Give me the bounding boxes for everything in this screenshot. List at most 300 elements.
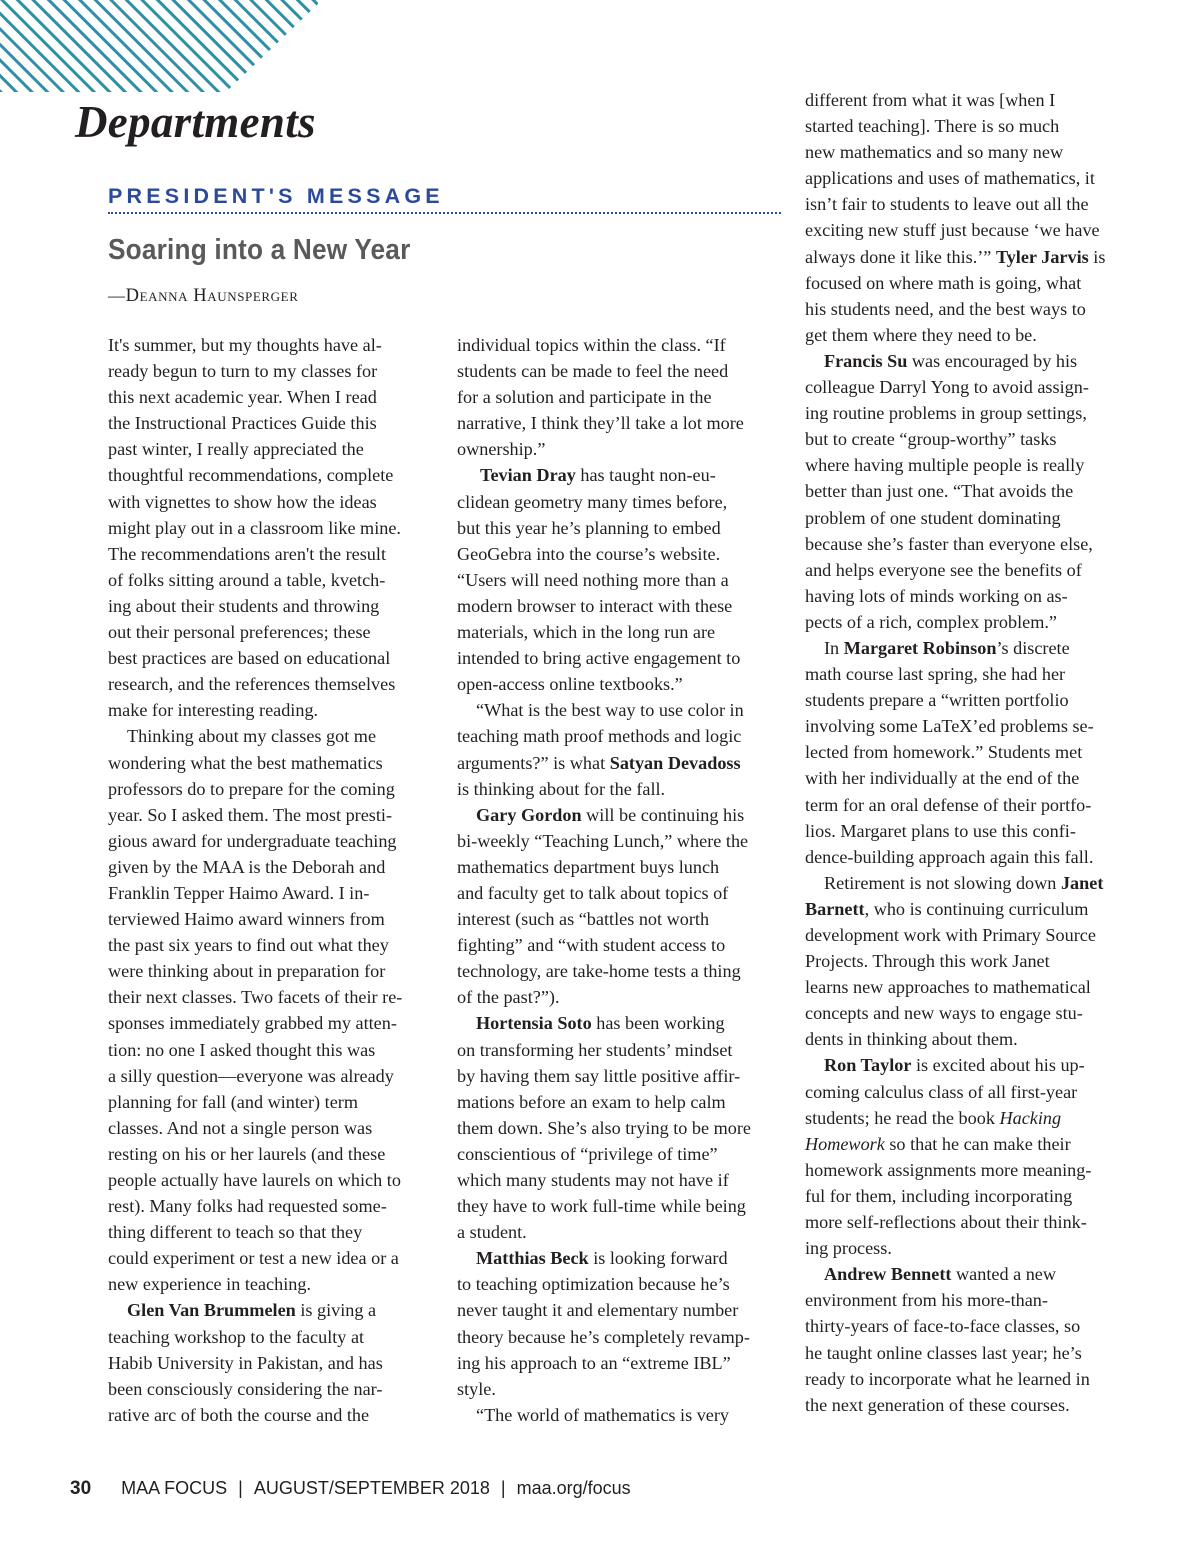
text-line — [805, 948, 1135, 974]
article-column-1 — [108, 332, 436, 1428]
text-line — [108, 567, 436, 593]
text-line — [457, 828, 785, 854]
text-line — [457, 1193, 785, 1219]
text-segment: Franklin Tepper Haimo Award. I in- — [108, 882, 370, 903]
text-segment: , who is continuing curriculum — [864, 898, 1089, 919]
text-line — [457, 436, 785, 462]
text-line — [108, 723, 436, 749]
text-segment: rative arc of both the course and the — [108, 1404, 370, 1425]
text-line — [457, 593, 785, 619]
text-segment: development work with Primary Source — [805, 925, 1096, 945]
text-segment: of folks sitting around a table, kvetch- — [108, 569, 386, 590]
text-line — [457, 567, 785, 593]
text-line — [805, 1366, 1135, 1392]
text-line — [805, 296, 1135, 322]
text-line — [805, 922, 1135, 948]
text-line — [108, 1193, 436, 1219]
text-segment: wondering what the best mathematics — [108, 752, 383, 773]
text-segment: “What is the best way to use color in — [476, 700, 744, 721]
text-segment: Thinking about my classes got me — [127, 726, 377, 747]
text-line — [108, 1376, 436, 1402]
article-headline: Soaring into a New Year — [108, 234, 411, 266]
text-segment: wanted a new — [951, 1264, 1057, 1285]
text-segment: a student. — [457, 1222, 527, 1243]
text-line — [805, 818, 1135, 844]
text-segment: materials, which in the long run are — [457, 622, 716, 643]
text-line — [457, 1167, 785, 1193]
text-segment: the past six years to find out what they — [108, 935, 389, 956]
text-segment: where having multiple people is really — [805, 455, 1085, 476]
text-line — [108, 1350, 436, 1376]
footer-url[interactable]: maa.org/focus — [516, 1478, 631, 1498]
text-segment: with her individually at the end of the — [805, 768, 1080, 789]
text-line — [805, 583, 1135, 609]
text-line — [108, 1324, 436, 1350]
text-segment: is thinking about for the fall. — [457, 778, 666, 799]
text-line — [457, 776, 785, 802]
text-segment: out their personal preferences; these — [108, 622, 371, 643]
text-line — [108, 619, 436, 645]
text-segment: open-access online textbooks.” — [457, 674, 683, 695]
text-segment: teaching workshop to the faculty at — [108, 1326, 365, 1347]
publication-name: MAA FOCUS — [121, 1478, 228, 1498]
person-name: Matthias Beck — [476, 1248, 589, 1269]
section-title: Departments — [75, 97, 316, 147]
text-segment: could experiment or test a new idea or a — [108, 1248, 399, 1269]
text-line — [805, 635, 1135, 661]
text-segment: research, and the references themselves — [108, 674, 396, 695]
column-kicker: PRESIDENT'S MESSAGE — [108, 184, 444, 208]
text-segment: because she’s faster than everyone else, — [805, 533, 1093, 554]
text-segment: learns new approaches to mathematical — [805, 977, 1091, 998]
text-line — [108, 802, 436, 828]
text-line — [457, 854, 785, 880]
text-line — [108, 436, 436, 462]
text-line — [108, 515, 436, 541]
text-segment: but this year he’s planning to embed — [457, 517, 721, 538]
text-line — [457, 1141, 785, 1167]
text-line — [805, 348, 1135, 374]
text-segment: ownership.” — [457, 439, 546, 460]
article-column-3 — [805, 87, 1135, 1418]
text-line — [108, 1037, 436, 1063]
text-line — [805, 1287, 1135, 1313]
text-line — [805, 191, 1135, 217]
text-segment: the Instructional Practices Guide this — [108, 413, 377, 434]
text-segment: people actually have laurels on which to — [108, 1170, 401, 1190]
text-line — [805, 896, 1135, 922]
text-line — [805, 1261, 1135, 1287]
text-segment: students can be made to feel the need — [457, 361, 729, 382]
text-segment: has been working — [591, 1013, 725, 1034]
text-segment: has taught non-eu- — [575, 465, 716, 486]
text-segment: resting on his or her laurels (and these — [108, 1143, 386, 1164]
text-line — [457, 750, 785, 776]
text-segment: involving some LaTeX’ed problems se- — [805, 716, 1094, 737]
text-segment: best practices are based on educational — [108, 648, 391, 669]
text-line — [805, 870, 1135, 896]
text-line — [805, 713, 1135, 739]
text-segment: better than just one. “That avoids the — [805, 481, 1074, 502]
text-line — [108, 776, 436, 802]
person-name: Janet — [1060, 872, 1104, 893]
text-segment: started teaching]. There is so much — [805, 116, 1060, 137]
article-column-2 — [457, 332, 785, 1428]
text-line — [108, 1141, 436, 1167]
text-line — [457, 1010, 785, 1036]
text-segment: In — [824, 637, 844, 658]
person-name: Barnett — [805, 898, 865, 919]
text-line — [805, 1183, 1135, 1209]
text-line — [457, 358, 785, 384]
text-segment: terviewed Haimo award winners from — [108, 909, 385, 930]
text-line — [457, 1324, 785, 1350]
text-line — [805, 505, 1135, 531]
text-segment: It's summer, but my thoughts have al- — [108, 335, 382, 355]
text-segment: was encouraged by his — [907, 350, 1078, 371]
text-line — [805, 531, 1135, 557]
text-segment: more self-reflections about their think- — [805, 1212, 1087, 1233]
text-segment: lected from homework.” Students met — [805, 742, 1083, 763]
text-segment: for a solution and participate in the — [457, 387, 712, 408]
text-line — [805, 687, 1135, 713]
text-line — [108, 593, 436, 619]
text-line — [108, 358, 436, 384]
text-line — [108, 1219, 436, 1245]
text-segment: thing different to teach so that they — [108, 1222, 363, 1243]
dotted-rule-divider — [108, 212, 781, 214]
text-segment: them down. She’s also trying to be more — [457, 1117, 751, 1138]
text-segment: rest). Many folks had requested some- — [108, 1196, 387, 1217]
text-line — [805, 1131, 1135, 1157]
text-line — [108, 645, 436, 671]
text-line — [805, 1340, 1135, 1366]
text-line — [805, 139, 1135, 165]
text-segment: having lots of minds working on as- — [805, 585, 1068, 606]
text-segment: they have to work full-time while being — [457, 1196, 746, 1217]
text-line — [805, 1313, 1135, 1339]
text-segment: students; he read the book — [805, 1107, 1000, 1128]
byline-author: Deanna Haunsperger — [125, 286, 299, 306]
text-segment: Retirement is not slowing down — [824, 872, 1061, 893]
text-segment: by having them say little positive affir- — [457, 1065, 741, 1086]
text-line — [457, 906, 785, 932]
person-name: Tyler Jarvis — [995, 246, 1089, 267]
text-segment: conscientious of “privilege of time” — [457, 1143, 718, 1164]
text-line — [457, 1089, 785, 1115]
text-segment: thoughtful recommendations, complete — [108, 465, 394, 486]
text-segment: a silly question—everyone was already — [108, 1065, 394, 1086]
text-segment: ing process. — [805, 1238, 892, 1259]
text-line — [457, 1350, 785, 1376]
text-line — [805, 374, 1135, 400]
text-segment: he taught online classes last year; he’s — [805, 1342, 1082, 1363]
text-line — [805, 1235, 1135, 1261]
text-segment: ing his approach to an “extreme IBL” — [457, 1352, 731, 1373]
text-line — [457, 462, 785, 488]
text-segment: but to create “group-worthy” tasks — [805, 429, 1057, 450]
text-segment: this next academic year. When I read — [108, 387, 377, 408]
text-segment: clidean geometry many times before, — [457, 491, 728, 512]
text-segment: thirty-years of face-to-face classes, so — [805, 1316, 1081, 1337]
text-line — [457, 1037, 785, 1063]
text-line — [805, 478, 1135, 504]
text-line — [457, 1219, 785, 1245]
text-segment: is giving a — [295, 1300, 377, 1321]
text-segment: math course last spring, she had her — [805, 664, 1066, 685]
text-segment: of the past?”). — [457, 987, 560, 1008]
text-segment: been consciously considering the nar- — [108, 1378, 383, 1399]
text-line — [457, 1271, 785, 1297]
text-line — [805, 1157, 1135, 1183]
text-segment: might play out in a classroom like mine. — [108, 517, 401, 538]
text-line — [108, 984, 436, 1010]
text-line — [805, 113, 1135, 139]
text-segment: The recommendations aren't the result — [108, 543, 387, 564]
text-segment: “The world of mathematics is very — [476, 1404, 730, 1425]
text-segment: environment from his more-than- — [805, 1290, 1048, 1311]
text-segment: on transforming her students’ mindset — [457, 1039, 733, 1060]
text-line — [805, 661, 1135, 687]
text-segment: colleague Darryl Yong to avoid assign- — [805, 377, 1089, 398]
text-line — [108, 854, 436, 880]
byline — [108, 286, 299, 307]
text-segment: teaching math proof methods and logic — [457, 726, 742, 747]
text-line — [457, 541, 785, 567]
text-segment: tion: no one I asked thought this was — [108, 1039, 376, 1060]
text-line — [457, 671, 785, 697]
text-line — [108, 750, 436, 776]
text-segment: never taught it and elementary number — [457, 1300, 739, 1321]
text-segment: technology, are take-home tests a thing — [457, 961, 741, 982]
text-line — [457, 1063, 785, 1089]
text-segment: fighting” and “with student access to — [457, 935, 726, 956]
person-name: Francis Su — [824, 350, 908, 371]
text-segment: ful for them, including incorporating — [805, 1185, 1073, 1206]
person-name: Ron Taylor — [824, 1055, 912, 1076]
text-line — [805, 1079, 1135, 1105]
text-line — [457, 880, 785, 906]
text-line — [805, 400, 1135, 426]
text-segment: get them where they need to be. — [805, 324, 1037, 345]
text-segment: homework assignments more meaning- — [805, 1159, 1092, 1180]
text-line — [457, 410, 785, 436]
issue-date: AUGUST/SEPTEMBER 2018 — [253, 1478, 490, 1498]
text-line — [108, 462, 436, 488]
text-line — [108, 1167, 436, 1193]
text-line — [805, 270, 1135, 296]
text-segment: students prepare a “written portfolio — [805, 690, 1069, 711]
text-line — [457, 384, 785, 410]
text-line — [457, 489, 785, 515]
text-segment: gious award for undergraduate teaching — [108, 830, 397, 851]
text-line — [805, 609, 1135, 635]
text-segment: make for interesting reading. — [108, 700, 319, 721]
text-line — [457, 723, 785, 749]
book-title: Hacking — [999, 1107, 1062, 1128]
text-line — [457, 1297, 785, 1323]
text-line — [108, 1402, 436, 1428]
text-segment: his students need, and the best ways to — [805, 298, 1086, 319]
person-name: Gary Gordon — [476, 804, 582, 825]
text-segment: new experience in teaching. — [108, 1274, 311, 1295]
text-line — [108, 1245, 436, 1271]
text-line — [805, 557, 1135, 583]
text-segment: coming calculus class of all first-year — [805, 1081, 1078, 1102]
text-line — [108, 1297, 436, 1323]
hatch-pattern-decoration — [0, 0, 318, 92]
text-line — [108, 671, 436, 697]
text-segment: problem of one student dominating — [805, 507, 1061, 528]
text-segment: interest (such as “battles not worth — [457, 909, 710, 930]
byline-dash: — — [108, 286, 126, 305]
text-line — [457, 515, 785, 541]
text-line — [805, 1209, 1135, 1235]
text-segment: Habib University in Pakistan, and has — [108, 1352, 383, 1373]
text-segment: “Users will need nothing more than a — [457, 569, 729, 590]
text-segment: is excited about his up- — [911, 1055, 1085, 1076]
text-line — [457, 1402, 785, 1428]
text-line — [457, 958, 785, 984]
text-line — [108, 1271, 436, 1297]
text-segment: ing about their students and throwing — [108, 595, 380, 616]
text-line — [805, 1392, 1135, 1418]
text-line — [805, 322, 1135, 348]
text-line — [805, 765, 1135, 791]
text-segment: past winter, I really appreciated the — [108, 439, 364, 460]
text-line — [805, 974, 1135, 1000]
text-segment: GeoGebra into the course’s website. — [457, 543, 721, 564]
text-line — [108, 932, 436, 958]
text-segment: applications and uses of mathematics, it — [805, 168, 1095, 189]
text-line — [108, 332, 436, 358]
text-segment: individual topics within the class. “If — [457, 335, 726, 355]
text-segment: sponses immediately grabbed my atten- — [108, 1013, 397, 1034]
text-line — [805, 739, 1135, 765]
text-line — [108, 410, 436, 436]
text-line — [805, 426, 1135, 452]
text-line — [805, 792, 1135, 818]
text-line — [108, 958, 436, 984]
text-segment: new mathematics and so many new — [805, 142, 1064, 163]
text-segment: theory because he’s completely revamp- — [457, 1326, 750, 1347]
text-line — [805, 1052, 1135, 1078]
text-segment: isn’t fair to students to leave out all the — [805, 194, 1089, 215]
text-segment: pects of a rich, complex problem.” — [805, 611, 1058, 632]
text-line — [457, 645, 785, 671]
text-line — [108, 541, 436, 567]
person-name: Hortensia Soto — [476, 1013, 592, 1034]
text-line — [108, 697, 436, 723]
text-segment: always done it like this.’” — [805, 246, 996, 267]
text-segment: and faculty get to talk about topics of — [457, 882, 729, 903]
text-segment: Projects. Through this work Janet — [805, 951, 1050, 972]
text-segment: and helps everyone see the benefits of — [805, 559, 1082, 580]
text-segment: mations before an exam to help calm — [457, 1091, 726, 1112]
text-segment: their next classes. Two facets of their re- — [108, 987, 403, 1008]
text-segment: modern browser to interact with these — [457, 595, 733, 616]
text-segment: professors do to prepare for the coming — [108, 778, 395, 799]
text-segment: is looking forward — [588, 1248, 728, 1269]
text-segment: ready to incorporate what he learned in — [805, 1368, 1090, 1389]
person-name: Margaret Robinson — [843, 637, 997, 658]
text-line — [805, 217, 1135, 243]
text-segment: given by the MAA is the Deborah and — [108, 856, 386, 877]
footer-separator: | — [500, 1478, 506, 1498]
person-name: Andrew Bennett — [824, 1264, 952, 1285]
text-segment: ’s discrete — [996, 637, 1070, 658]
text-line — [108, 384, 436, 410]
person-name: Tevian Dray — [480, 465, 576, 486]
text-line — [457, 1115, 785, 1141]
text-line — [805, 1026, 1135, 1052]
text-segment: ready begun to turn to my classes for — [108, 361, 378, 382]
text-line — [457, 984, 785, 1010]
text-line — [108, 1089, 436, 1115]
text-segment: were thinking about in preparation for — [108, 961, 386, 982]
text-line — [108, 489, 436, 515]
text-segment: exciting new stuff just because ‘we have — [805, 220, 1100, 241]
text-segment: so that he can make their — [884, 1133, 1071, 1154]
text-segment: dence-building approach again this fall. — [805, 846, 1094, 867]
text-line — [805, 844, 1135, 870]
text-segment: mathematics department buys lunch — [457, 856, 720, 877]
text-line — [108, 828, 436, 854]
text-line — [457, 697, 785, 723]
text-segment: will be continuing his — [581, 804, 745, 825]
text-segment: planning for fall (and winter) term — [108, 1091, 358, 1112]
text-segment: term for an oral defense of their portfo- — [805, 794, 1092, 815]
text-line — [108, 906, 436, 932]
text-segment: with vignettes to show how the ideas — [108, 491, 377, 512]
footer-separator: | — [238, 1478, 243, 1498]
text-segment: year. So I asked them. The most presti- — [108, 804, 393, 825]
text-segment: bi-weekly “Teaching Lunch,” where the — [457, 830, 749, 851]
text-line — [805, 1000, 1135, 1026]
page-number: 30 — [70, 1478, 92, 1499]
text-segment: concepts and new ways to engage stu- — [805, 1003, 1083, 1024]
text-segment: arguments?” is what — [457, 752, 610, 773]
person-name: Glen Van Brummelen — [127, 1300, 296, 1321]
text-line — [457, 932, 785, 958]
text-line — [108, 1010, 436, 1036]
text-line — [805, 1105, 1135, 1131]
person-name: Satyan Devadoss — [609, 752, 741, 773]
text-line — [457, 332, 785, 358]
text-line — [805, 244, 1135, 270]
text-segment: focused on where math is going, what — [805, 272, 1082, 293]
book-title: Homework — [805, 1133, 885, 1154]
text-segment: to teaching optimization because he’s — [457, 1274, 730, 1295]
text-line — [108, 1063, 436, 1089]
text-segment: narrative, I think they’ll take a lot more — [457, 413, 744, 434]
text-line — [805, 452, 1135, 478]
text-segment: ing routine problems in group settings, — [805, 403, 1087, 424]
text-line — [108, 1115, 436, 1141]
text-segment: style. — [457, 1378, 496, 1399]
text-line — [457, 619, 785, 645]
text-line — [457, 1245, 785, 1271]
text-segment: different from what it was [when I — [805, 90, 1056, 110]
text-segment: lios. Margaret plans to use this confi- — [805, 820, 1076, 841]
text-segment: is — [1088, 246, 1106, 267]
text-line — [457, 802, 785, 828]
text-line — [805, 87, 1135, 113]
text-segment: dents in thinking about them. — [805, 1029, 1018, 1050]
text-line — [108, 880, 436, 906]
page-footer — [70, 1478, 631, 1500]
text-segment: classes. And not a single person was — [108, 1117, 373, 1138]
